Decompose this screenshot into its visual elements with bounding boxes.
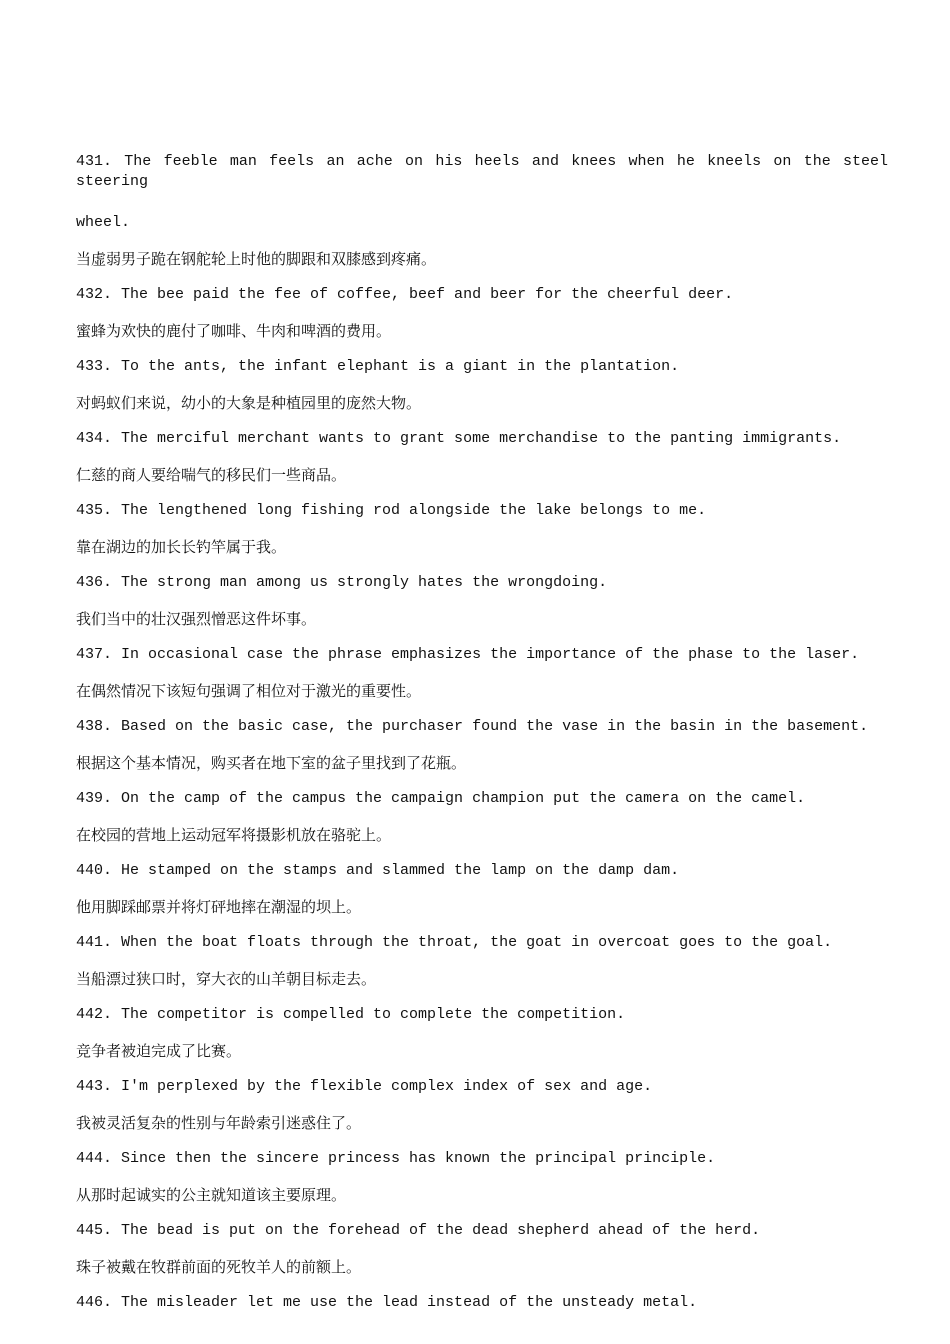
english-sentence-continuation: wheel.: [76, 214, 131, 231]
chinese-translation: 对蚂蚁们来说，幼小的大象是种植园里的庞然大物。: [76, 394, 422, 412]
entry-444: [76, 1149, 888, 1221]
chinese-translation: 从那时起诚实的公主就知道该主要原理。: [76, 1186, 347, 1204]
entry-432: [76, 285, 888, 357]
chinese-translation: 我被灵活复杂的性别与年龄索引迷惑住了。: [76, 1114, 362, 1132]
english-sentence: 440. He stamped on the stamps and slammed the lamp on the damp dam.: [76, 862, 680, 879]
english-sentence: 435. The lengthened long fishing rod alongside the lake belongs to me.: [76, 502, 707, 519]
english-sentence: 442. The competitor is compelled to complete the competition.: [76, 1006, 626, 1023]
chinese-translation: 在偶然情况下该短句强调了相位对于激光的重要性。: [76, 682, 422, 700]
english-sentence: 441. When the boat floats through the throat, the goat in overcoat goes to the goal.: [76, 934, 833, 951]
english-sentence: 438. Based on the basic case, the purchaser found the vase in the basin in the basement.: [76, 718, 869, 735]
chinese-translation: 在校园的营地上运动冠军将摄影机放在骆驼上。: [76, 826, 392, 844]
chinese-translation: 珠子被戴在牧群前面的死牧羊人的前额上。: [76, 1258, 362, 1276]
chinese-translation: 根据这个基本情况，购买者在地下室的盆子里找到了花瓶。: [76, 754, 467, 772]
english-sentence: 445. The bead is put on the forehead of the dead shepherd ahead of the herd.: [76, 1222, 761, 1239]
english-sentence: 446. The misleader let me use the lead instead of the unsteady metal.: [76, 1294, 698, 1311]
entry-437: [76, 645, 888, 717]
chinese-translation: 我们当中的壮汉强烈憎恶这件坏事。: [76, 610, 317, 628]
chinese-translation: 靠在湖边的加长长钓竿属于我。: [76, 538, 287, 556]
english-sentence: 439. On the camp of the campus the campaign champion put the camera on the camel.: [76, 790, 806, 807]
english-sentence: 433. To the ants, the infant elephant is a giant in the plantation.: [76, 358, 680, 375]
english-sentence: 436. The strong man among us strongly hates the wrongdoing.: [76, 574, 608, 591]
entry-433: [76, 357, 888, 429]
entry-431: [76, 152, 888, 285]
chinese-translation: 当虚弱男子跪在钢舵轮上时他的脚跟和双膝感到疼痛。: [76, 250, 437, 268]
entry-446: [76, 1293, 888, 1329]
chinese-translation: 蜜蜂为欢快的鹿付了咖啡、牛肉和啤酒的费用。: [76, 322, 392, 340]
chinese-translation: 他用脚踩邮票并将灯砰地摔在潮湿的坝上。: [76, 898, 362, 916]
entry-445: [76, 1221, 888, 1293]
english-sentence: 434. The merciful merchant wants to grant some merchandise to the panting immigrants.: [76, 430, 842, 447]
english-sentence: 437. In occasional case the phrase emphasizes the importance of the phase to the laser.: [76, 646, 860, 663]
entry-442: [76, 1005, 888, 1077]
entry-435: [76, 501, 888, 573]
document-page: [76, 152, 888, 1329]
entry-436: [76, 573, 888, 645]
entry-439: [76, 789, 888, 861]
chinese-translation: 当船漂过狭口时，穿大衣的山羊朝目标走去。: [76, 970, 377, 988]
entry-443: [76, 1077, 888, 1149]
english-sentence: 443. I'm perplexed by the flexible complex index of sex and age.: [76, 1078, 653, 1095]
english-sentence: 444. Since then the sincere princess has known the principal principle.: [76, 1150, 716, 1167]
entry-441: [76, 933, 888, 1005]
entry-440: [76, 861, 888, 933]
english-sentence: 432. The bee paid the fee of coffee, beef and beer for the cheerful deer.: [76, 286, 734, 303]
chinese-translation: 仁慈的商人要给喘气的移民们一些商品。: [76, 466, 347, 484]
english-sentence: 431. The feeble man feels an ache on his heels and knees when he kneels on the steel steering: [76, 153, 888, 190]
chinese-translation: 竞争者被迫完成了比赛。: [76, 1042, 242, 1060]
entry-434: [76, 429, 888, 501]
entry-438: [76, 717, 888, 789]
